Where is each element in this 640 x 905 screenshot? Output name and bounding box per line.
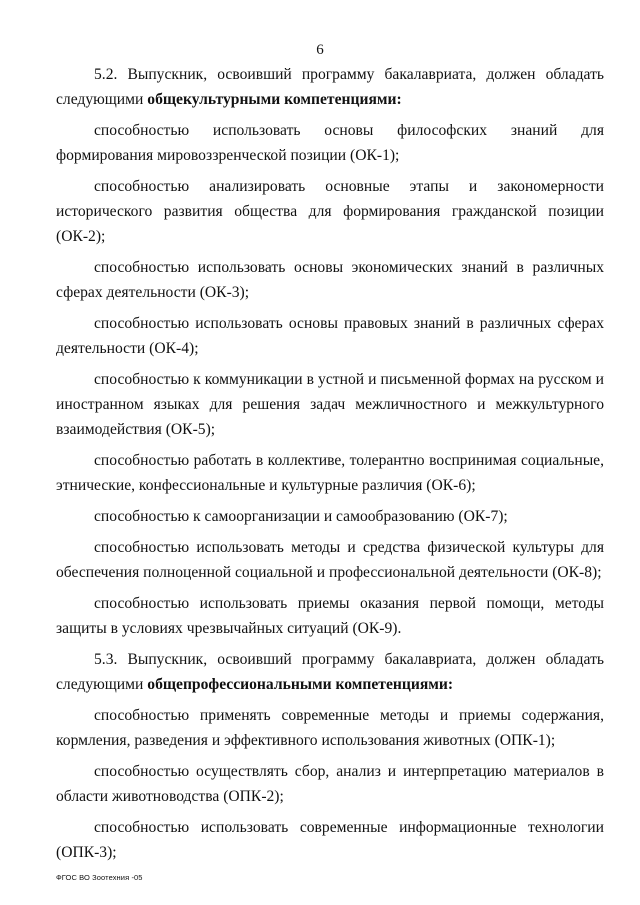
competency-item: способностью осуществлять сбор, анализ и интерпретацию материалов в области животноводства (ОПК-2); xyxy=(56,763,604,805)
page-footer: ФГОС ВО Зоотехния -05 xyxy=(56,873,143,882)
competency-item: способностью к коммуникации в устной и письменной формах на русском и иностранном языках для решения задач межличностного и межкультурного взаимодействия (ОК-5); xyxy=(56,371,604,438)
competency-item: способностью использовать приемы оказания первой помощи, методы защиты в условиях чрезвычайных ситуаций (ОК-9). xyxy=(56,595,604,637)
competency-item: способностью анализировать основные этапы и закономерности исторического развития общества для формирования гражданской позиции (ОК-2); xyxy=(56,178,604,245)
competency-item: способностью использовать современные информационные технологии (ОПК-3); xyxy=(56,819,604,861)
section-5-2-heading xyxy=(56,62,604,112)
section-5-2-lead: 5.2. Выпускник, освоивший программу бакалавриата, должен обладать следующими xyxy=(56,66,604,108)
section-5-3-bold-term: общепрофессиональными компетенциями: xyxy=(147,676,454,693)
competency-item: способностью применять современные методы и приемы содержания, кормления, разведения и эффективного использования животных (ОПК-1); xyxy=(56,707,604,749)
competency-item: способностью использовать основы правовых знаний в различных сферах деятельности (ОК-4); xyxy=(56,315,604,357)
competency-item: способностью использовать основы экономических знаний в различных сферах деятельности (ОК-3); xyxy=(56,259,604,301)
competency-item: способностью использовать методы и средства физической культуры для обеспечения полноценной социальной и профессиональной деятельности (ОК-8); xyxy=(56,539,604,581)
page-number: 6 xyxy=(316,42,324,58)
section-5-3-lead: 5.3. Выпускник, освоивший программу бакалавриата, должен обладать следующими xyxy=(56,651,604,693)
document-body xyxy=(56,62,604,871)
competency-item: способностью работать в коллективе, толерантно воспринимая социальные, этнические, конфессиональные и культурные различия (ОК-6); xyxy=(56,452,604,494)
competency-item: способностью использовать основы философских знаний для формирования мировоззренческой позиции (ОК-1); xyxy=(56,122,604,164)
section-5-2-bold-term: общекультурными компетенциями: xyxy=(147,91,402,108)
section-5-3-heading xyxy=(56,647,604,697)
competency-item: способностью к самоорганизации и самообразованию (ОК-7); xyxy=(94,508,508,525)
